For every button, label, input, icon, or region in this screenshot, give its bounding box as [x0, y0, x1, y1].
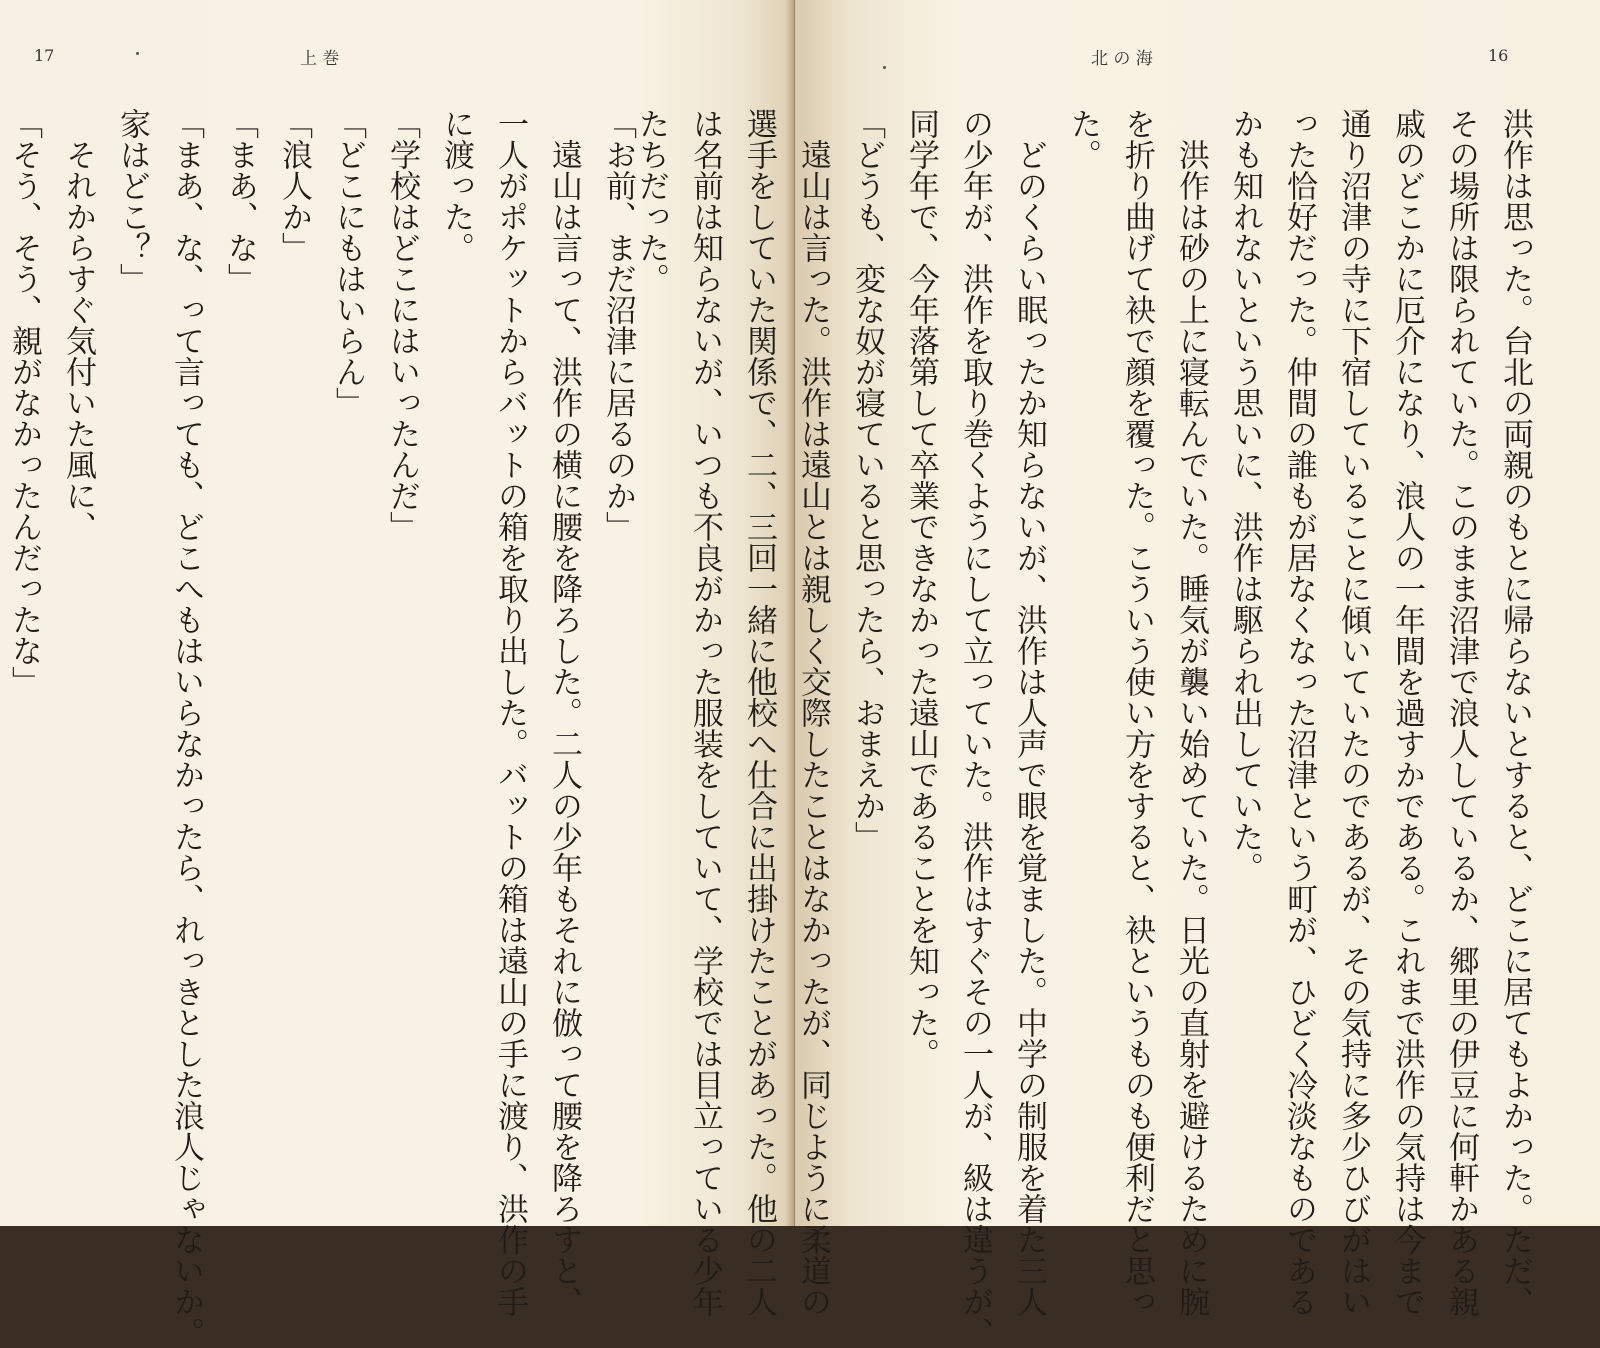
text-line: かも知れないという思いに、洪作は駆られ出していた。	[1227, 108, 1263, 883]
text-line: たちだった。	[633, 108, 669, 294]
text-line: どのくらい眠ったか知らないが、洪作は人声で眼を覚ました。中学の制服を着た三人	[1011, 108, 1047, 1317]
text-line: その場所は限られていた。このまま沼津で浪人しているか、郷里の伊豆に何軒かある親	[1443, 108, 1479, 1317]
decorative-dot	[883, 66, 886, 69]
page-number-right: 16	[1488, 46, 1509, 65]
text-line: に渡った。	[438, 108, 474, 263]
text-line: 一人がポケットからバットの箱を取り出した。バットの箱は遠山の手に渡り、洪作の手	[492, 108, 528, 1317]
text-line: 通り沼津の寺に下宿していることに傾いていたのであるが、その気持に多少ひびがはい	[1335, 108, 1371, 1317]
text-line: 「そう、そう、親がなかったんだったな」	[6, 108, 42, 697]
text-line: 遠山は言って、洪作の横に腰を降ろした。二人の少年もそれに倣って腰を降ろすと、	[546, 108, 582, 1317]
text-line: 「まあ、な、って言っても、どこへもはいらなかったら、れっきとした浪人じゃないか。	[168, 108, 204, 1348]
text-line: それからすぐ気付いた風に、	[60, 108, 96, 542]
text-line: の少年が、洪作を取り巻くようにして立っていた。洪作はすぐその一人が、級は違うが、	[957, 108, 993, 1348]
text-line: を折り曲げて袂で顔を覆った。こういう使い方をすると、袂というものも便利だと思っ	[1119, 108, 1155, 1317]
text-line: は名前は知らないが、いつも不良がかった服装をしていて、学校では目立っている少年	[687, 108, 723, 1317]
text-line: 「どこにもはいらん」	[330, 108, 366, 418]
right-page-body-text	[633, 108, 1542, 1348]
page-number-left: 17	[34, 46, 55, 65]
text-line: 遠山は言った。洪作は遠山とは親しく交際したことはなかったが、同じように柔道の	[795, 108, 831, 1317]
text-line: 「まあ、な」	[222, 108, 258, 294]
decorative-dot	[136, 52, 139, 55]
text-line: 「浪人か」	[276, 108, 312, 263]
running-head-left: 上 巻	[300, 49, 340, 69]
right-page	[633, 0, 1600, 1348]
running-head-right: 北 の 海	[1091, 49, 1153, 69]
text-line: 戚のどこかに厄介になり、浪人の一年間を過すかである。これまで洪作の気持は今まで	[1389, 108, 1425, 1317]
text-line: た。	[1065, 108, 1101, 170]
text-line: 家はどこ？」	[114, 108, 150, 294]
text-line: 洪作は砂の上に寝転んでいた。睡気が襲い始めていた。日光の直射を避けるために腕	[1173, 108, 1209, 1317]
text-line: 洪作は思った。台北の両親のもとに帰らないとすると、どこに居てもよかった。ただ、	[1497, 108, 1533, 1317]
text-line: 選手をしていた関係で、二、三回一緒に他校へ仕合に出掛けたことがあった。他の二人	[741, 108, 777, 1317]
text-line: った恰好だった。仲間の誰もが居なくなった沼津という町が、ひどく冷淡なものである	[1281, 108, 1317, 1317]
text-line: 「学校はどこにはいったんだ」	[384, 108, 420, 542]
text-line: 「どうも、変な奴が寝ていると思ったら、おまえか」	[849, 108, 885, 852]
text-line: 同学年で、今年落第して卒業できなかった遠山であることを知った。	[903, 108, 939, 1069]
text-line: 「お前、まだ沼津に居るのか」	[600, 108, 636, 542]
left-page-body-text	[5, 108, 645, 1348]
